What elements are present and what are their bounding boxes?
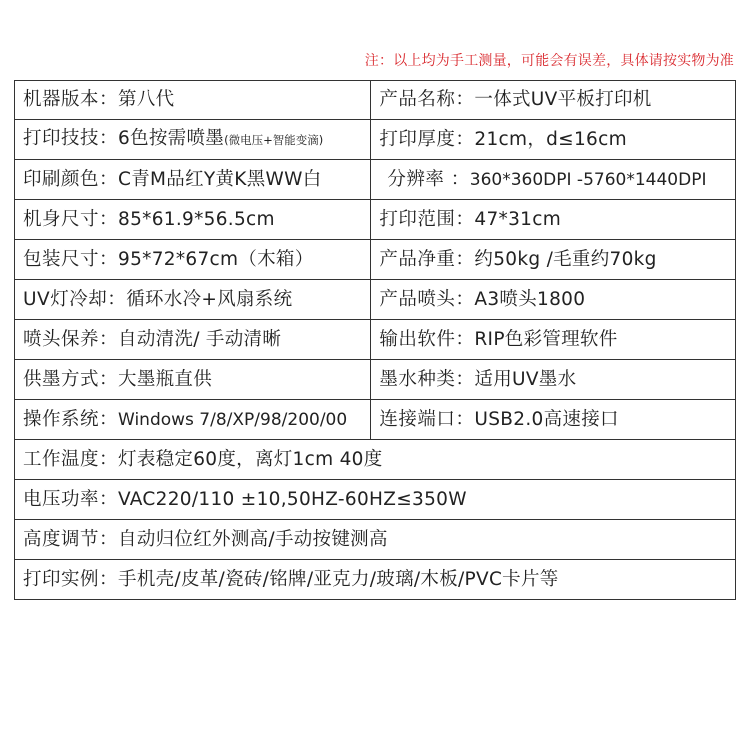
spec-label: 喷头保养： [23, 328, 119, 350]
spec-label: 操作系统： [23, 408, 119, 430]
spec-table [14, 80, 736, 600]
spec-cell-machine-version [15, 81, 371, 120]
spec-sub-note: (微电压+智能变滴) [224, 133, 324, 147]
spec-label: 包装尺寸： [23, 248, 119, 270]
spec-cell-height-adjustment [15, 520, 736, 560]
spec-label: 产品名称： [379, 89, 475, 110]
spec-value: 47*31cm [474, 208, 562, 230]
spec-value: A3喷头1800 [474, 288, 586, 310]
spec-row [15, 360, 736, 400]
spec-value: 大墨瓶直供 [118, 368, 213, 390]
spec-label: 电压功率： [23, 488, 119, 510]
spec-cell-resolution [371, 160, 736, 200]
spec-cell-ink-supply [15, 360, 371, 400]
spec-cell-ink-type [371, 360, 736, 400]
spec-value: 21cm，d≤16cm [474, 128, 627, 150]
spec-row [15, 81, 736, 120]
spec-cell-print-area [371, 200, 736, 240]
spec-cell-print-colors [15, 160, 371, 200]
spec-cell-operating-system [15, 400, 371, 440]
spec-value: 自动清洗/ 手动清晰 [118, 328, 282, 350]
spec-value: VAC220/110 ±10,50HZ-60HZ≤350W [118, 488, 467, 510]
spec-value: 约50kg /毛重约70kg [474, 248, 657, 270]
spec-value: 灯表稳定60度，离灯1cm 40度 [118, 448, 383, 470]
spec-cell-head-maintenance [15, 320, 371, 360]
spec-label: 打印范围： [379, 208, 475, 230]
spec-label: 产品净重： [379, 248, 475, 270]
spec-label: 墨水种类： [379, 368, 475, 390]
spec-cell-output-software [371, 320, 736, 360]
spec-value: 循环水冷+风扇系统 [126, 288, 293, 310]
spec-value: 自动归位红外测高/手动按键测高 [118, 528, 388, 550]
spec-row [15, 280, 736, 320]
spec-row [15, 320, 736, 360]
spec-cell-working-temperature [15, 440, 736, 480]
spec-cell-print-technology [15, 120, 371, 160]
spec-label: 工作温度： [23, 448, 119, 470]
spec-value: 95*72*67cm（木箱） [118, 248, 314, 270]
spec-value: 适用UV墨水 [474, 368, 577, 390]
spec-row [15, 120, 736, 160]
spec-row [15, 400, 736, 440]
spec-row [15, 160, 736, 200]
spec-cell-body-size [15, 200, 371, 240]
spec-row-full [15, 560, 736, 600]
spec-cell-uv-cooling [15, 280, 371, 320]
spec-label: 高度调节： [23, 528, 119, 550]
spec-label: 机身尺寸： [23, 208, 119, 230]
spec-cell-connection-port [371, 400, 736, 440]
spec-row [15, 240, 736, 280]
spec-label: 分辨率 ： [387, 168, 470, 190]
spec-value: RIP色彩管理软件 [474, 328, 618, 350]
spec-value: 第八代 [118, 89, 175, 110]
spec-cell-package-size [15, 240, 371, 280]
spec-value: Windows 7/8/XP/98/200/00 [118, 409, 348, 430]
spec-value: 一体式UV平板打印机 [474, 89, 652, 110]
spec-cell-print-thickness [371, 120, 736, 160]
spec-cell-print-examples [15, 560, 736, 600]
spec-label: 打印厚度： [379, 128, 475, 150]
spec-label: 机器版本： [23, 89, 119, 110]
spec-cell-product-name [371, 81, 736, 120]
spec-value: 6色按需喷墨 [118, 128, 225, 149]
measurement-disclaimer: 注：以上均为手工测量，可能会有误差，具体请按实物为准 [364, 53, 734, 69]
spec-label: 打印技技： [23, 128, 119, 149]
spec-value: USB2.0高速接口 [474, 408, 619, 430]
spec-cell-net-weight [371, 240, 736, 280]
spec-label: 供墨方式： [23, 368, 119, 390]
spec-row-full [15, 480, 736, 520]
spec-value: C青M品红Y黄K黑WW白 [118, 168, 322, 190]
spec-label: 打印实例： [23, 568, 119, 590]
spec-label: 连接端口： [379, 408, 475, 430]
spec-value: 360*360DPI -5760*1440DPI [469, 169, 707, 190]
spec-value: 手机壳/皮革/瓷砖/铭牌/亚克力/玻璃/木板/PVC卡片等 [118, 568, 559, 590]
spec-row [15, 200, 736, 240]
spec-cell-print-head [371, 280, 736, 320]
spec-row-full [15, 520, 736, 560]
spec-cell-voltage-power [15, 480, 736, 520]
spec-row-full [15, 440, 736, 480]
spec-label: UV灯冷却： [23, 288, 127, 310]
spec-label: 输出软件： [379, 328, 475, 350]
spec-value: 85*61.9*56.5cm [118, 208, 275, 230]
spec-label: 产品喷头： [379, 288, 475, 310]
spec-label: 印刷颜色： [23, 168, 119, 190]
